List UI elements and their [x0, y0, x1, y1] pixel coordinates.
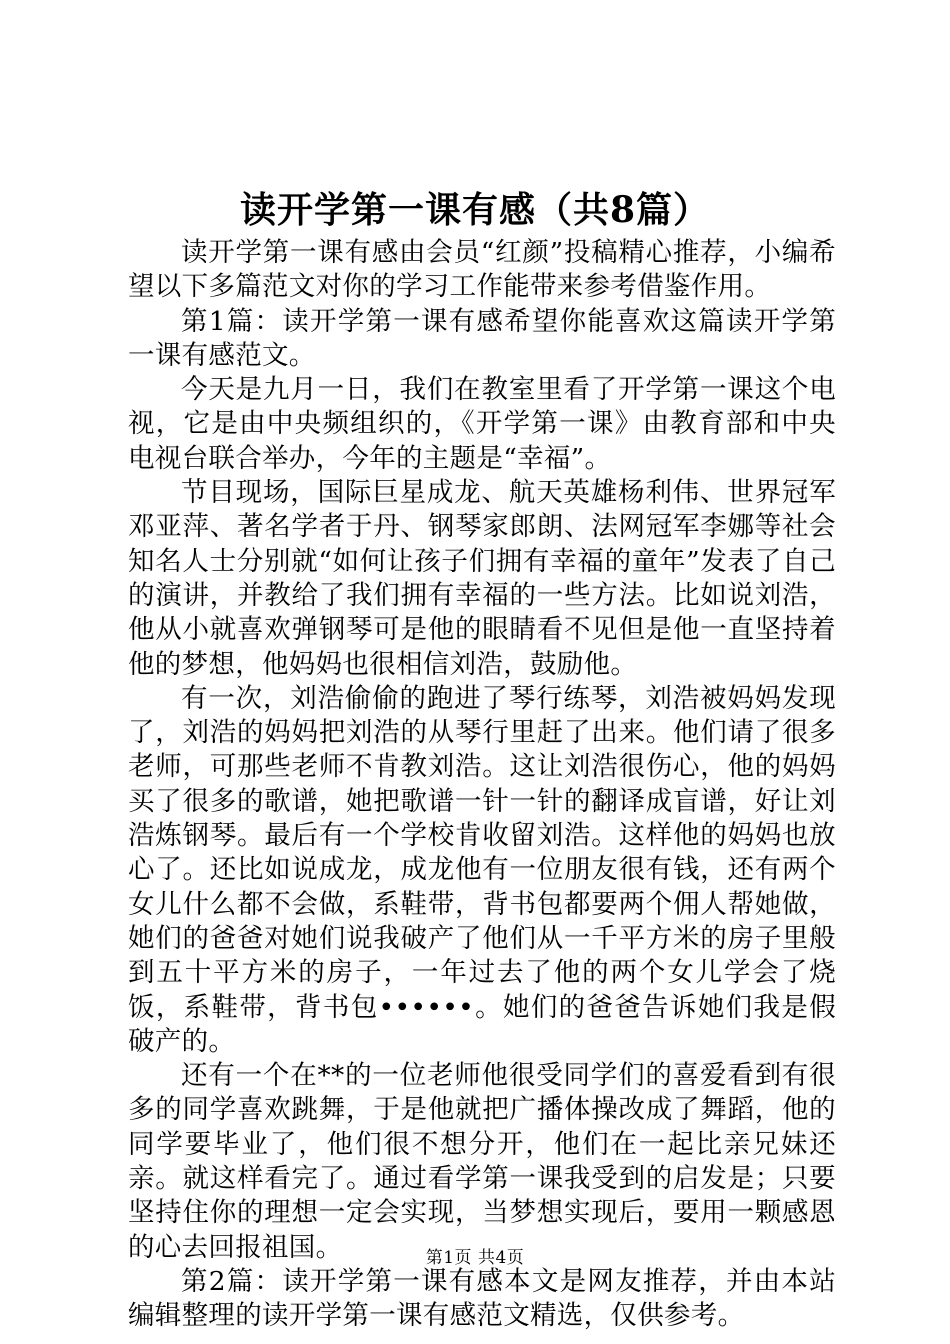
paragraph-5: 还有一个在**的一位老师他很受同学们的喜爱看到有很多的同学喜欢跳舞，于是他就把广播体操改成了舞蹈，他的同学要毕业了，他们很不想分开，他们在一起比亲兄妹还亲。就这样看完了。通过看学第一课我受到的启发是；只要坚持住你的理想一定会实现，当梦想实现后，要用一颗感恩的心去回报祖国。 [128, 1060, 836, 1263]
paragraph-part-1-heading: 第1篇：读开学第一课有感希望你能喜欢这篇读开学第一课有感范文。 [128, 305, 836, 371]
document-title: 读开学第一课有感（共8篇） [239, 189, 711, 231]
page-number-footer: 第1页 共4页 [425, 1248, 525, 1268]
paragraph-3: 节目现场，国际巨星成龙、航天英雄杨利伟、世界冠军邓亚萍、著名学者于丹、钢琴家郎朗、法网冠军李娜等社会知名人士分别就“如何让孩子们拥有幸福的童年”发表了自己的演讲，并教给了我们拥有幸福的一些方法。比如说刘浩，他从小就喜欢弹钢琴可是他的眼睛看不见但是他一直坚持着他的梦想，他妈妈也很相信刘浩，鼓励他。 [128, 477, 836, 680]
paragraph-4: 有一次，刘浩偷偷的跑进了琴行练琴，刘浩被妈妈发现了，刘浩的妈妈把刘浩的从琴行里赶了出来。他们请了很多老师，可那些老师不肯教刘浩。这让刘浩很伤心，他的妈妈买了很多的歌谱，她把歌谱一针一针的翻译成盲谱，好让刘浩炼钢琴。最后有一个学校肯收留刘浩。这样他的妈妈也放心了。还比如说成龙，成龙他有一位朋友很有钱，还有两个女儿什么都不会做，系鞋带，背书包都要两个佣人帮她做，她们的爸爸对她们说我破产了他们从一千平方米的房子里般到五十平方米的房子，一年过去了他的两个女儿学会了烧饭，系鞋带，背书包••••••。她们的爸爸告诉她们我是假破产的。 [128, 682, 836, 1057]
document-body [128, 236, 836, 1334]
paragraph-part-2-heading: 第2篇：读开学第一课有感本文是网友推荐，并由本站编辑整理的读开学第一课有感范文精选，仅供参考。 [128, 1265, 836, 1332]
paragraph-2: 今天是九月一日，我们在教室里看了开学第一课这个电视，它是由中央频组织的，《开学第一课》由教育部和中央电视台联合举办，今年的主题是“幸福”。 [128, 374, 836, 474]
paragraph-intro: 读开学第一课有感由会员“红颜”投稿精心推荐，小编希望以下多篇范文对你的学习工作能带来参考借鉴作用。 [128, 237, 836, 303]
